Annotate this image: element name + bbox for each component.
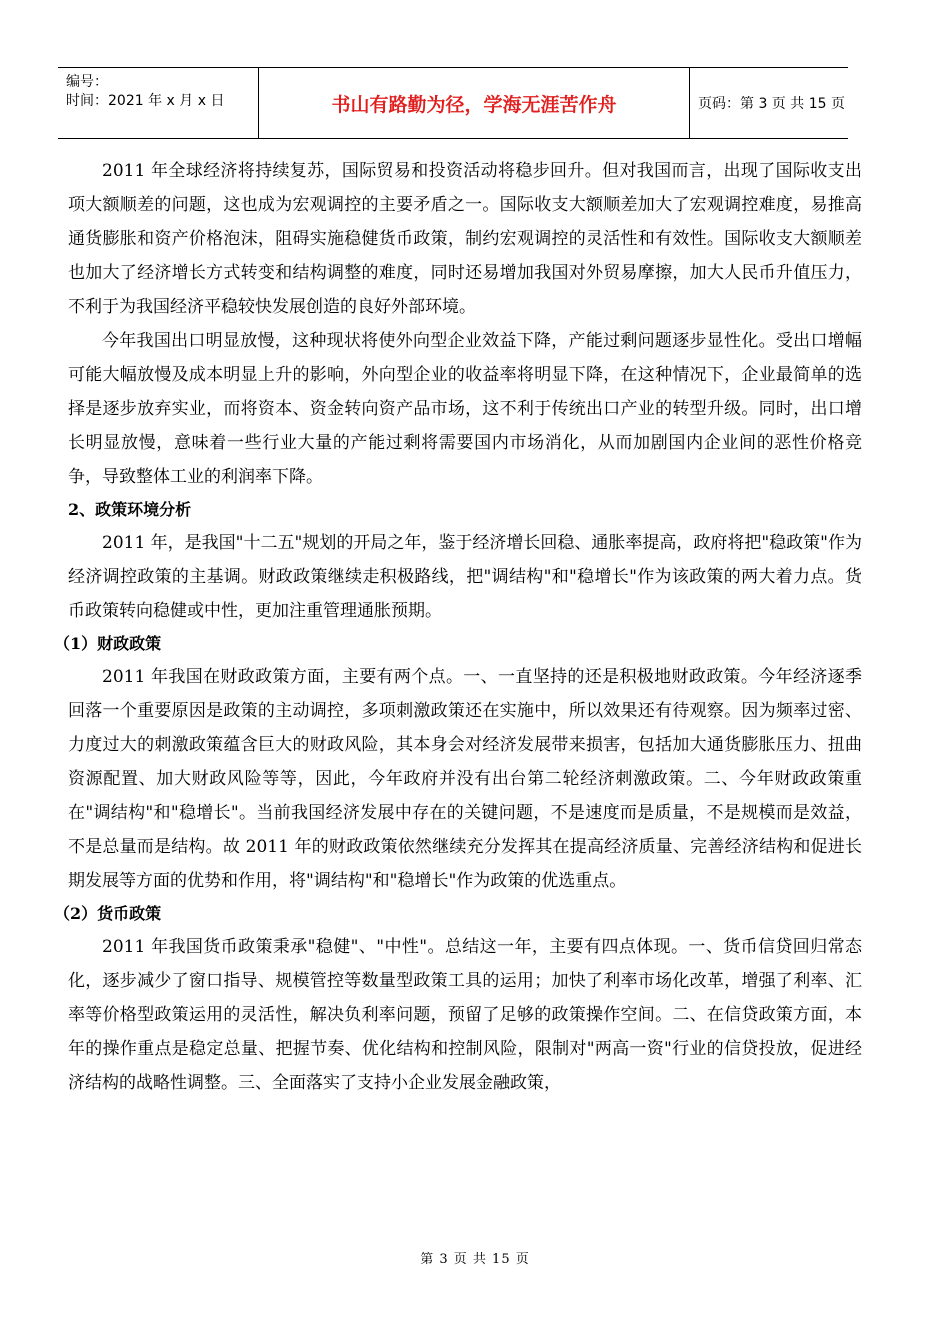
header-motto: 书山有路勤为径，学海无涯苦作舟 <box>258 68 690 138</box>
subsection-heading: （2）货币政策 <box>54 904 162 923</box>
paragraph: 2011 年我国在财政政策方面，主要有两个点。一、一直坚持的还是积极地财政政策。今年经济逐季回落一个重要原因是政策的主动调控，多项刺激政策还在实施中，所以效果还有待观察。因为频率过密、力度过大的刺激政策蕴含巨大的财政风险，其本身会对经济发展带来损害，包括加大通货膨胀压力、扭曲资源配置、加大财政风险等等，因此，今年政府并没有出台第二轮经济刺激政策。二、今年财政政策重在"调结构"和"稳增长"。当前我国经济发展中存在的关键问题，不是速度而是质量，不是规模而是效益，不是总量而是结构。故 2011 年的财政政策依然继续充分发挥其在提高经济质量、完善经济结构和促进长期发展等方面的优势和作用，将"调结构"和"稳增长"作为政策的优选重点。 <box>68 667 862 891</box>
page-footer: 第 3 页 共 15 页 <box>420 1252 530 1267</box>
header-meta <box>58 68 258 138</box>
document-body <box>54 154 862 1100</box>
paragraph: 今年我国出口明显放慢，这种现状将使外向型企业效益下降，产能过剩问题逐步显性化。受出口增幅可能大幅放慢及成本明显上升的影响，外向型企业的收益率将明显下降，在这种情况下，企业最简单的选择是逐步放弃实业，而将资本、资金转向资产品市场，这不利于传统出口产业的转型升级。同时，出口增长明显放慢，意味着一些行业大量的产能过剩将需要国内市场消化，从而加剧国内企业间的恶性价格竞争，导致整体工业的利润率下降。 <box>68 331 862 487</box>
document-date: 时间：2021 年 x 月 x 日 <box>66 93 225 109</box>
subsection-heading: （1）财政政策 <box>54 634 162 653</box>
paragraph: 2011 年全球经济将持续复苏，国际贸易和投资活动将稳步回升。但对我国而言，出现了国际收支出项大额顺差的问题，这也成为宏观调控的主要矛盾之一。国际收支大额顺差加大了宏观调控难度，易推高通货膨胀和资产价格泡沫，阻碍实施稳健货币政策，制约宏观调控的灵活性和有效性。国际收支大额顺差也加大了经济增长方式转变和结构调整的难度，同时还易增加我国对外贸易摩擦，加大人民币升值压力，不利于为我国经济平稳较快发展创造的良好外部环境。 <box>68 161 862 317</box>
section-heading: 2、政策环境分析 <box>68 500 192 519</box>
paragraph: 2011 年，是我国"十二五"规划的开局之年，鉴于经济增长回稳、通胀率提高，政府将把"稳政策"作为经济调控政策的主基调。财政政策继续走积极路线，把"调结构"和"稳增长"作为该政策的两大着力点。货币政策转向稳健或中性，更加注重管理通胀预期。 <box>68 533 862 621</box>
paragraph: 2011 年我国货币政策秉承"稳健"、"中性"。总结这一年，主要有四点体现。一、货币信贷回归常态化，逐步减少了窗口指导、规模管控等数量型政策工具的运用；加快了利率市场化改革，增强了利率、汇率等价格型政策运用的灵活性，解决负利率问题，预留了足够的政策操作空间。二、在信贷政策方面，本年的操作重点是稳定总量、把握节奏、优化结构和控制风险，限制对"两高一资"行业的信贷投放，促进经济结构的战略性调整。三、全面落实了支持小企业发展金融政策， <box>68 937 862 1093</box>
document-number: 编号： <box>66 74 108 90</box>
page-header <box>58 67 848 139</box>
header-page-number: 页码：第 3 页 共 15 页 <box>698 96 845 112</box>
